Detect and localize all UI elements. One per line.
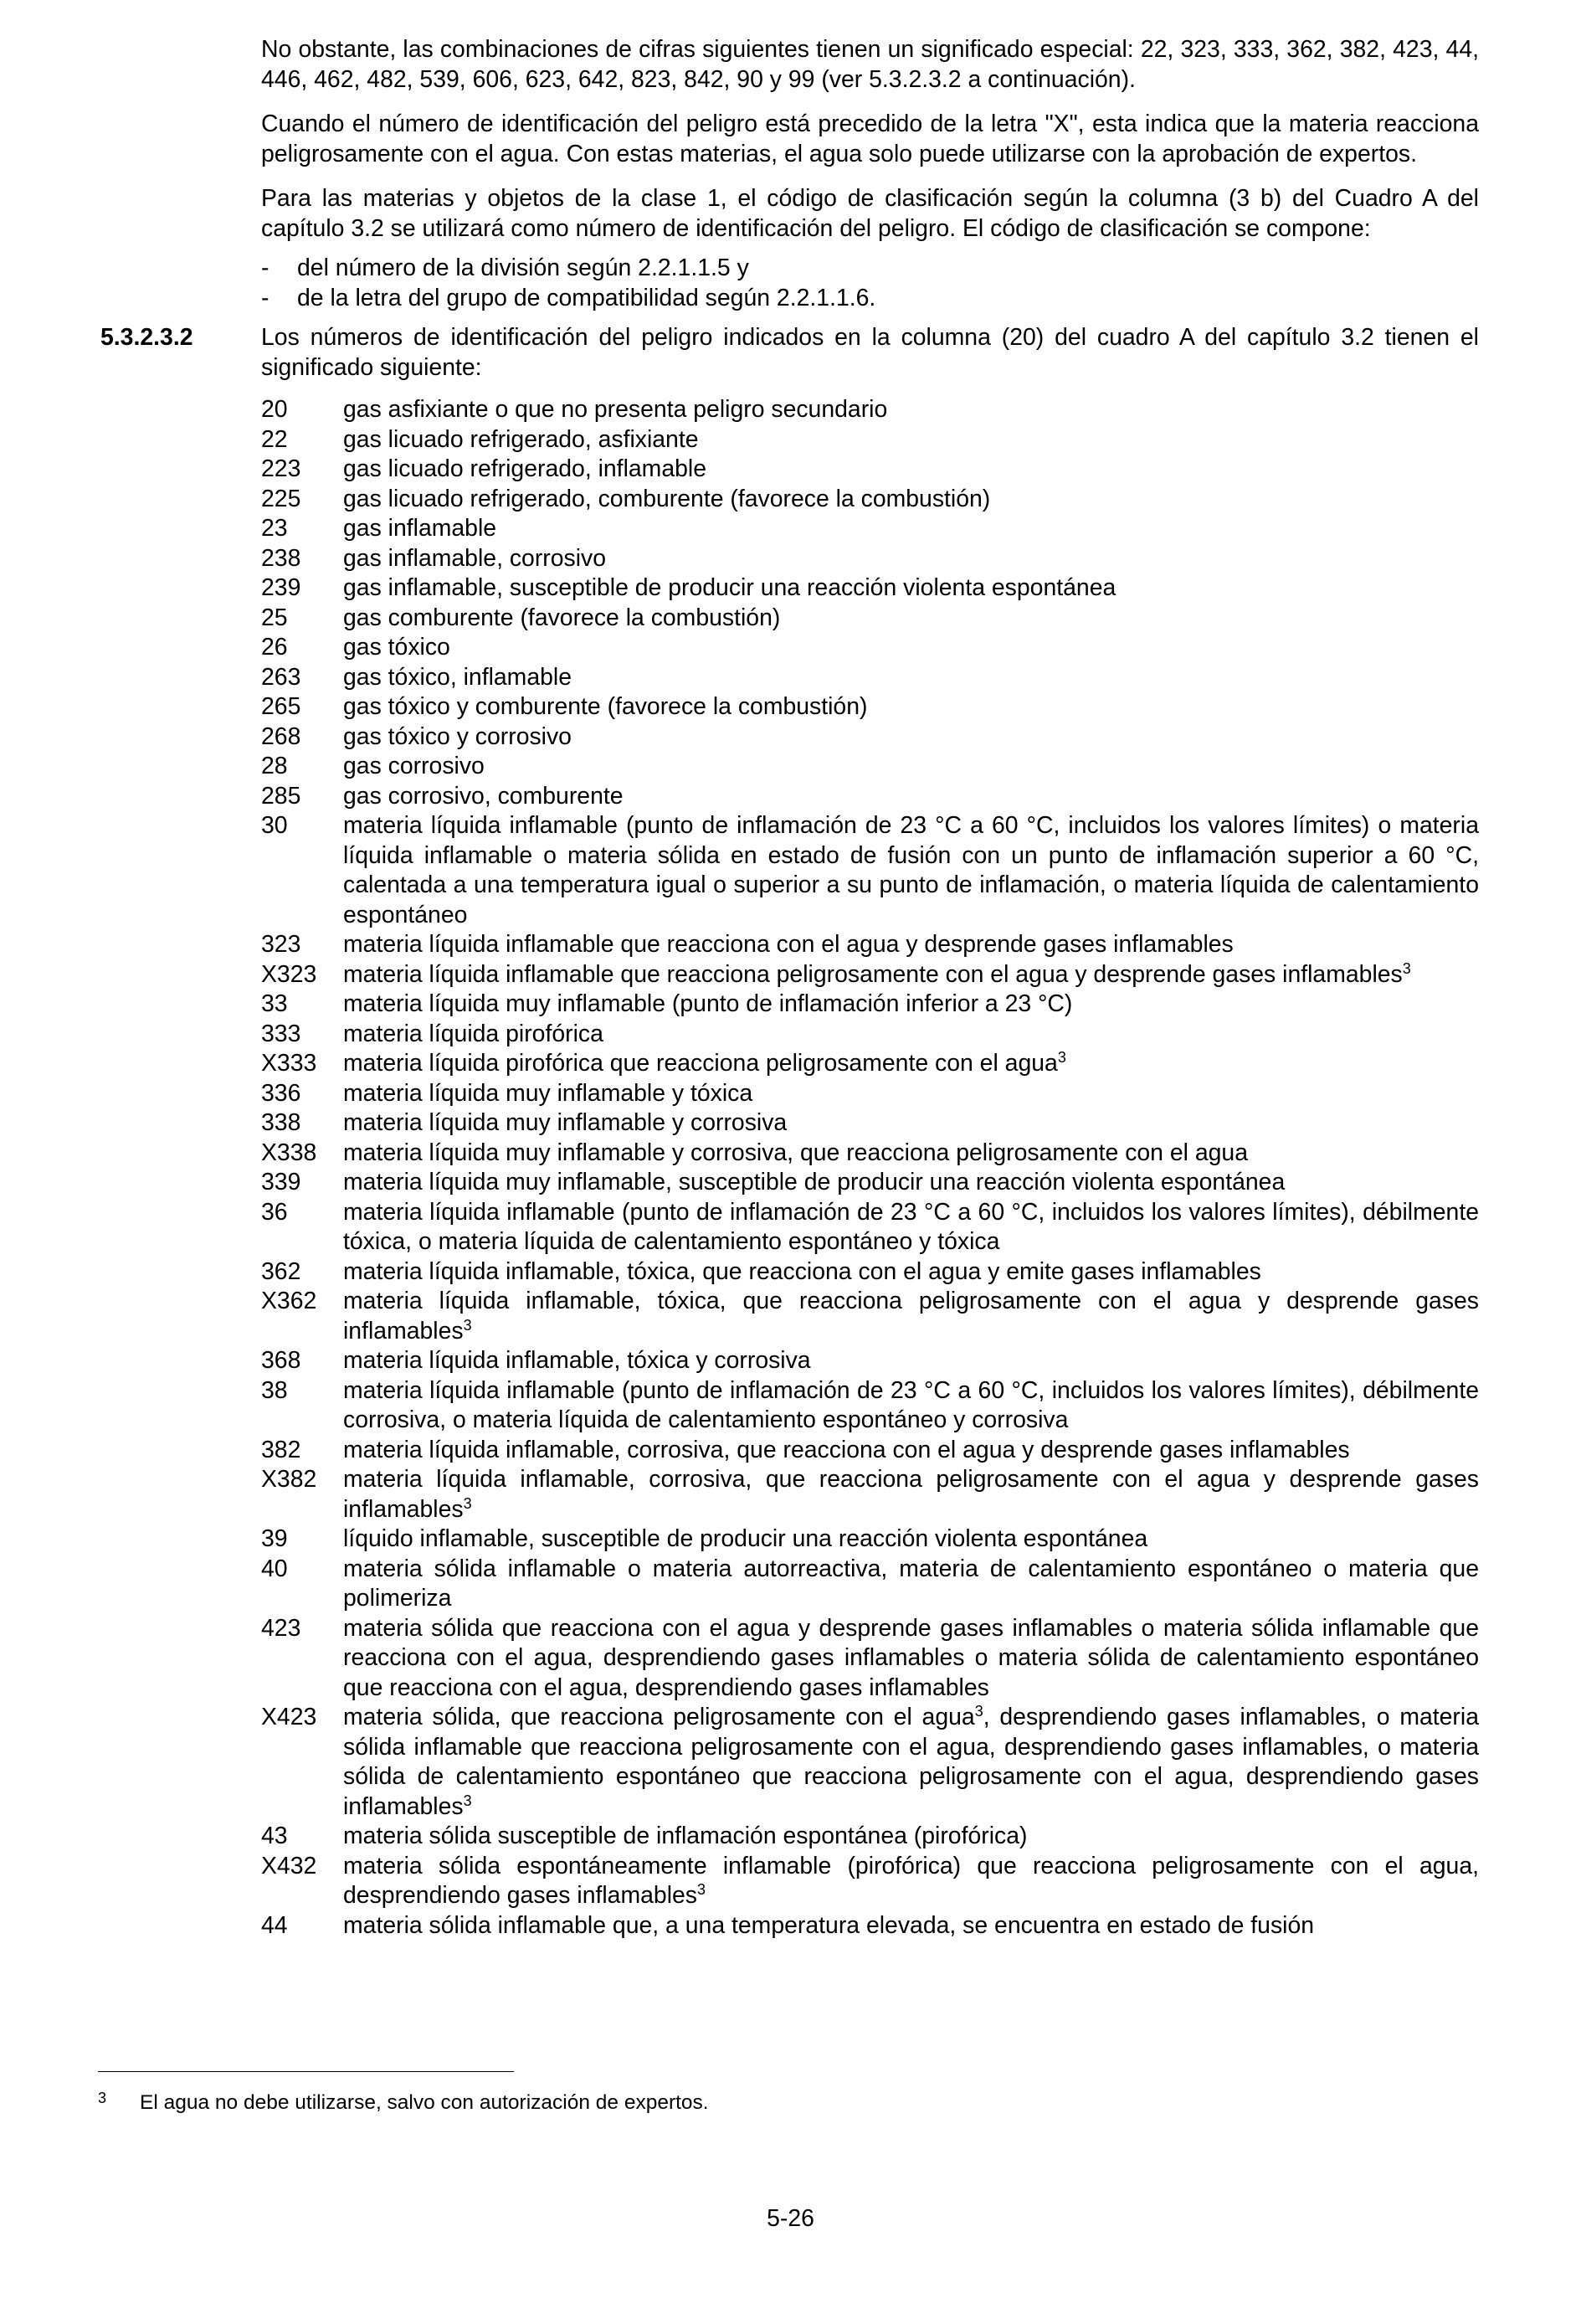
classification-list: [261, 254, 1479, 313]
hazard-code-row: [261, 811, 1479, 930]
hazard-description: [343, 1108, 1479, 1139]
hazard-description-text: materia líquida inflamable, tóxica, que reacciona con el agua y emite gases inflamables: [343, 1257, 1261, 1285]
hazard-code-row: [261, 1139, 1479, 1169]
intro-paragraph-3: Para las materias y objetos de la clase 1, el código de clasificación según la columna (3 b) del Cuadro A del capítulo 3.2 se utilizará como número de identificación del peligro. El código de clasificación se compone:: [261, 185, 1479, 242]
hazard-description: [343, 722, 1479, 753]
footnote-reference: 3: [1402, 959, 1411, 977]
hazard-description-text: , desprendiendo gases inflamables, o materia sólida inflamable que reacciona peligrosamente con el agua, desprendiendo gases inflamables, o materia sólida de calentamiento espontáneo que reacciona peligrosamente con el agua, desprendiendo gases inflamables: [343, 1704, 1479, 1820]
hazard-code-row: [261, 1020, 1479, 1050]
hazard-code-row: [261, 752, 1479, 782]
hazard-description-text: gas comburente (favorece la combustión): [343, 604, 781, 631]
hazard-description-text: gas tóxico: [343, 634, 450, 661]
footnote-reference: 3: [463, 1494, 472, 1512]
hazard-code-row: [261, 663, 1479, 693]
list-item-text: del número de la división según 2.2.1.1.5 y: [297, 255, 749, 281]
hazard-code-row: [261, 1257, 1479, 1288]
hazard-code-row: [261, 930, 1479, 960]
hazard-description-text: materia líquida muy inflamable, susceptible de producir una reacción violenta espontánea: [343, 1169, 1286, 1195]
hazard-description: [343, 692, 1479, 722]
hazard-description-text: gas licuado refrigerado, comburente (favorece la combustión): [343, 485, 991, 512]
hazard-description: [343, 1703, 1479, 1822]
hazard-code: 362: [261, 1257, 301, 1285]
hazard-code: 368: [261, 1347, 301, 1374]
hazard-description-text: materia sólida susceptible de inflamación espontánea (pirofórica): [343, 1823, 1028, 1849]
section-number: 5.3.2.3.2: [100, 324, 193, 351]
hazard-code-row: [261, 425, 1479, 455]
page-number: 5-26: [767, 2205, 814, 2232]
hazard-code: 333: [261, 1020, 301, 1047]
hazard-code-row: [261, 633, 1479, 663]
hazard-description-text: gas tóxico, inflamable: [343, 663, 572, 691]
hazard-code-row: [261, 1049, 1479, 1079]
hazard-code-row: [261, 1079, 1479, 1109]
hazard-description-text: materia líquida muy inflamable (punto de inflamación inferior a 23 °C): [343, 990, 1073, 1017]
hazard-description-text: materia líquida inflamable, tóxica, que reacciona peligrosamente con el agua y desprende gases inflamables: [343, 1288, 1479, 1345]
intro-paragraph-1: No obstante, las combinaciones de cifras siguientes tienen un significado especial: 22, 323, 333, 362, 382, 423, 44, 446, 462, 482, 539, 606, 623, 642, 823, 842, 90 y 99 (ver 5.3.2.3.2 a continuación).: [261, 36, 1479, 93]
hazard-description: [343, 1198, 1479, 1257]
hazard-description: [343, 1614, 1479, 1704]
hazard-description-text: materia sólida espontáneamente inflamable (pirofórica) que reacciona peligrosamente con el agua, desprendiendo gases inflamables: [343, 1852, 1479, 1909]
hazard-code: 223: [261, 455, 301, 482]
hazard-code-row: [261, 1287, 1479, 1346]
hazard-description: [343, 514, 1479, 544]
hazard-code-row: [261, 1524, 1479, 1555]
hazard-code: 38: [261, 1376, 288, 1404]
hazard-description: [343, 395, 1479, 425]
hazard-code-row: [261, 990, 1479, 1020]
hazard-description-text: gas inflamable: [343, 515, 497, 542]
hazard-description-text: materia líquida inflamable, corrosiva, que reacciona peligrosamente con el agua y desprende gases inflamables: [343, 1466, 1479, 1523]
hazard-code: 20: [261, 396, 288, 423]
hazard-code-row: [261, 1346, 1479, 1376]
hazard-description-text: materia sólida, que reacciona peligrosamente con el agua: [343, 1704, 975, 1730]
hazard-description-text: materia líquida inflamable que reacciona peligrosamente con el agua y desprende gases inflamables: [343, 960, 1403, 988]
hazard-code: 268: [261, 722, 301, 750]
hazard-code: 23: [261, 515, 288, 542]
hazard-description-text: gas tóxico y corrosivo: [343, 722, 572, 750]
hazard-code-row: [261, 782, 1479, 812]
hazard-description: [343, 1346, 1479, 1376]
hazard-code: 263: [261, 663, 301, 691]
list-item-text: de la letra del grupo de compatibilidad según 2.2.1.1.6.: [297, 284, 876, 311]
section-5-3-2-3-2: [100, 323, 1479, 383]
hazard-code: 28: [261, 753, 288, 779]
hazard-code: X432: [261, 1852, 317, 1879]
hazard-description-text: materia líquida inflamable (punto de inflamación de 23 °C a 60 °C, incluidos los valores límites) o materia líquida inflamable o materia sólida en estado de fusión con un punto de inflamación superior a 60 °C, calentada a una temperatura igual o superior a su punto de inflamación, o materia líquida de calentamiento espontáneo: [343, 812, 1479, 928]
hazard-description: [343, 1555, 1479, 1614]
hazard-description: [343, 455, 1479, 485]
hazard-code-row: [261, 1198, 1479, 1257]
hazard-description: [343, 1168, 1479, 1198]
hazard-code-row: [261, 1465, 1479, 1524]
hazard-code: 30: [261, 812, 288, 839]
hazard-code: 39: [261, 1525, 288, 1552]
hazard-code: 239: [261, 574, 301, 601]
hazard-code-row: [261, 455, 1479, 485]
hazard-description: [343, 1911, 1479, 1941]
footnote-reference: 3: [1057, 1049, 1066, 1066]
hazard-code-row: [261, 1555, 1479, 1614]
footnote-reference: 3: [463, 1792, 472, 1809]
intro-paragraph-2: Cuando el número de identificación del peligro está precedido de la letra "X", esta indica que la materia reacciona peligrosamente con el agua. Con estas materias, el agua solo puede utilizarse con la aprobación de expertos.: [261, 111, 1479, 167]
hazard-description-text: gas corrosivo, comburente: [343, 782, 624, 810]
hazard-description-text: materia líquida inflamable que reacciona con el agua y desprende gases inflamables: [343, 931, 1234, 958]
hazard-code-row: [261, 485, 1479, 515]
hazard-code-row: [261, 1703, 1479, 1822]
hazard-description: [343, 1852, 1479, 1911]
hazard-description-text: materia líquida inflamable (punto de inflamación de 23 °C a 60 °C, incluidos los valores límites), débilmente corrosiva, o materia líquida de calentamiento espontáneo y corrosiva: [343, 1376, 1479, 1433]
hazard-code-row: [261, 722, 1479, 753]
hazard-description-text: materia líquida inflamable, corrosiva, que reacciona con el agua y desprende gases inflamables: [343, 1436, 1350, 1463]
footnote-reference: 3: [974, 1703, 983, 1720]
footnote-reference: 3: [463, 1316, 472, 1334]
hazard-description-text: gas inflamable, corrosivo: [343, 544, 607, 572]
hazard-code-row: [261, 604, 1479, 634]
hazard-code-row: [261, 1376, 1479, 1436]
hazard-description-text: materia líquida inflamable (punto de inflamación de 23 °C a 60 °C, incluidos los valores límites), débilmente tóxica, o materia líquida de calentamiento espontáneo y tóxica: [343, 1198, 1479, 1255]
hazard-description: [343, 960, 1479, 990]
footnote-mark: 3: [98, 2090, 107, 2106]
hazard-description-text: materia líquida inflamable, tóxica y corrosiva: [343, 1347, 811, 1374]
hazard-code-row: [261, 1911, 1479, 1941]
hazard-description: [343, 1287, 1479, 1346]
hazard-code: 338: [261, 1109, 301, 1136]
hazard-description-text: gas inflamable, susceptible de producir una reacción violenta espontánea: [343, 574, 1116, 601]
hazard-code: X382: [261, 1466, 317, 1493]
hazard-description-text: gas asfixiante o que no presenta peligro secundario: [343, 396, 888, 423]
hazard-description: [343, 663, 1479, 693]
dash-marker: -: [261, 255, 269, 281]
hazard-description: [343, 1139, 1479, 1169]
hazard-description-text: materia líquida muy inflamable y corrosiva, que reacciona peligrosamente con el agua: [343, 1139, 1249, 1166]
hazard-description: [343, 425, 1479, 455]
hazard-code: 225: [261, 485, 301, 512]
hazard-code: 40: [261, 1555, 288, 1582]
hazard-description: [343, 1436, 1479, 1466]
footnote-reference: 3: [697, 1881, 706, 1898]
hazard-code: X333: [261, 1050, 317, 1077]
hazard-description-text: gas tóxico y comburente (favorece la combustión): [343, 693, 868, 720]
hazard-code: 25: [261, 604, 288, 631]
hazard-code: X362: [261, 1288, 317, 1314]
hazard-description: [343, 1822, 1479, 1852]
hazard-code: 336: [261, 1079, 301, 1107]
main-content: [100, 35, 1479, 1941]
hazard-description: [343, 633, 1479, 663]
hazard-code: 339: [261, 1169, 301, 1195]
list-item: [261, 284, 1479, 314]
hazard-description: [343, 485, 1479, 515]
hazard-description-text: líquido inflamable, susceptible de producir una reacción violenta espontánea: [343, 1525, 1148, 1552]
hazard-description: [343, 1257, 1479, 1288]
hazard-code-row: [261, 1822, 1479, 1852]
hazard-code-row: [261, 692, 1479, 722]
hazard-code: 44: [261, 1911, 288, 1939]
hazard-code: 285: [261, 782, 301, 810]
hazard-code: X423: [261, 1704, 317, 1730]
hazard-code: 265: [261, 693, 301, 720]
hazard-description: [343, 990, 1479, 1020]
hazard-code-row: [261, 514, 1479, 544]
hazard-code: 33: [261, 990, 288, 1017]
hazard-code: 382: [261, 1436, 301, 1463]
hazard-description: [343, 752, 1479, 782]
dash-marker: -: [261, 284, 269, 311]
hazard-description: [343, 1524, 1479, 1555]
hazard-description: [343, 1465, 1479, 1524]
footnote: [98, 2090, 709, 2116]
hazard-description-text: gas corrosivo: [343, 753, 485, 779]
hazard-description: [343, 544, 1479, 574]
footnote-separator: [98, 2071, 514, 2072]
hazard-code-row: [261, 960, 1479, 990]
hazard-code-row: [261, 395, 1479, 425]
hazard-code: X338: [261, 1139, 317, 1166]
hazard-code-row: [261, 573, 1479, 604]
hazard-code: 423: [261, 1614, 301, 1642]
hazard-description: [343, 1376, 1479, 1436]
hazard-code: 43: [261, 1823, 288, 1849]
hazard-description-text: materia sólida inflamable o materia autorreactiva, materia de calentamiento espontáneo o materia que polimeriza: [343, 1555, 1479, 1612]
hazard-code: 238: [261, 544, 301, 572]
hazard-description: [343, 573, 1479, 604]
hazard-description-text: materia sólida inflamable que, a una temperatura elevada, se encuentra en estado de fusión: [343, 1911, 1315, 1939]
hazard-description: [343, 1049, 1479, 1079]
hazard-description-text: materia sólida que reacciona con el agua y desprende gases inflamables o materia sólida inflamable que reacciona con el agua, desprendiendo gases inflamables o materia sólida de calentamiento espontáneo que reacciona con el agua, desprendiendo gases inflamables: [343, 1614, 1479, 1701]
hazard-code: X323: [261, 960, 317, 988]
hazard-code-row: [261, 544, 1479, 574]
hazard-code-row: [261, 1436, 1479, 1466]
footnote-text: El agua no debe utilizarse, salvo con autorización de expertos.: [140, 2091, 709, 2114]
hazard-description-text: gas licuado refrigerado, asfixiante: [343, 425, 699, 453]
hazard-code: 26: [261, 634, 288, 661]
hazard-code: 36: [261, 1198, 288, 1226]
hazard-description: [343, 604, 1479, 634]
hazard-code-list: [261, 395, 1479, 1941]
hazard-description-text: materia líquida muy inflamable y tóxica: [343, 1079, 753, 1107]
section-intro: Los números de identificación del peligro indicados en la columna (20) del cuadro A del capítulo 3.2 tienen el significado siguiente:: [261, 324, 1479, 381]
hazard-code-row: [261, 1614, 1479, 1704]
hazard-description: [343, 1020, 1479, 1050]
hazard-code-row: [261, 1852, 1479, 1911]
hazard-description-text: materia líquida muy inflamable y corrosiva: [343, 1109, 788, 1136]
hazard-description-text: materia líquida pirofórica: [343, 1020, 603, 1047]
hazard-description: [343, 782, 1479, 812]
hazard-description: [343, 811, 1479, 930]
hazard-code: 22: [261, 425, 288, 453]
hazard-code: 323: [261, 931, 301, 958]
hazard-code-row: [261, 1108, 1479, 1139]
list-item: [261, 254, 1479, 284]
hazard-description-text: materia líquida pirofórica que reacciona peligrosamente con el agua: [343, 1050, 1058, 1077]
hazard-description-text: gas licuado refrigerado, inflamable: [343, 455, 706, 482]
hazard-description: [343, 1079, 1479, 1109]
hazard-code-row: [261, 1168, 1479, 1198]
hazard-description: [343, 930, 1479, 960]
